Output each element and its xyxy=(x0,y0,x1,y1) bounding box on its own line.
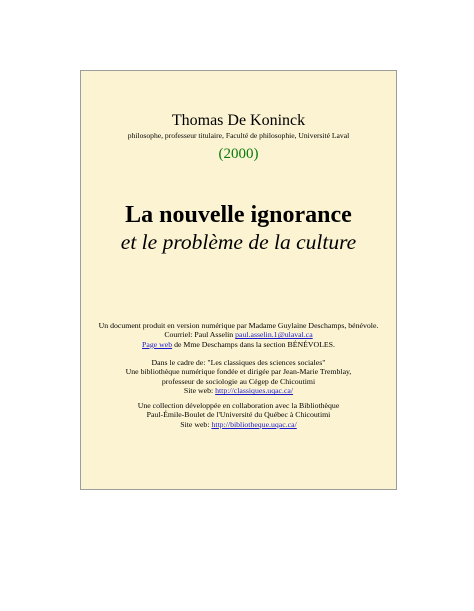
credits-block xyxy=(81,321,396,349)
document-title: La nouvelle ignorance xyxy=(125,202,352,228)
collection-line: Paul-Émile-Boulet de l'Université du Québec à Chicoutimi xyxy=(146,410,331,420)
document-subtitle: et le problème de la culture xyxy=(120,230,357,254)
webpage-suffix: de Mme Deschamps dans la section BÉNÉVOLES. xyxy=(172,339,335,349)
email-prefix: Courriel: Paul Asselin xyxy=(164,330,236,340)
author-name: Thomas De Koninck xyxy=(171,112,306,129)
framework-block xyxy=(81,358,396,396)
credits-line: Un document produit en version numérique par Madame Guylaine Deschamps, bénévole. xyxy=(98,321,379,330)
site-prefix: Site web: xyxy=(183,386,216,396)
classiques-site-link[interactable]: http://classiques.uqac.ca/ xyxy=(215,386,294,396)
site-prefix: Site web: xyxy=(180,419,212,429)
webpage-line xyxy=(81,340,396,349)
collection-site-line xyxy=(81,420,396,429)
collection-line: Une collection développée en collaboration avec la Bibliothèque xyxy=(137,401,340,410)
email-line xyxy=(81,330,396,339)
framework-line: Une bibliothèque numérique fondée et dirigée par Jean-Marie Tremblay, xyxy=(125,367,352,377)
bibliotheque-site-link[interactable]: http://bibliotheque.uqac.ca/ xyxy=(211,419,297,429)
collection-block xyxy=(81,401,396,429)
author-affiliation: philosophe, professeur titulaire, Faculté de philosophie, Université Laval xyxy=(127,131,350,140)
email-link[interactable]: paul.asselin.1@ulaval.ca xyxy=(235,330,313,340)
webpage-link[interactable]: Page web xyxy=(142,339,173,349)
framework-line: Dans le cadre de: "Les classiques des sciences sociales" xyxy=(151,358,326,367)
document-page xyxy=(80,70,397,490)
framework-line: professeur de sociologie au Cégep de Chicoutimi xyxy=(161,376,316,386)
framework-site-line xyxy=(81,386,396,395)
publication-year: (2000) xyxy=(218,146,259,162)
